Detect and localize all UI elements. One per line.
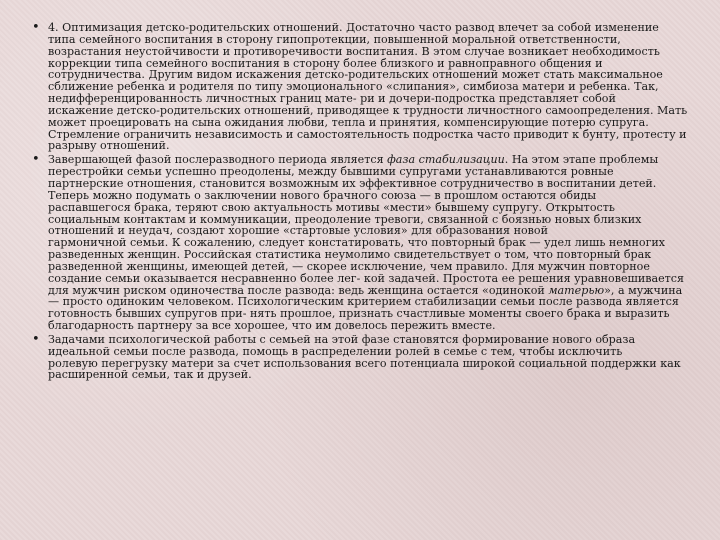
- text-line: коррекции типа семейного воспитания в сторону более близкого и равноправного общения и: [48, 56, 603, 70]
- bullet-item-1: [48, 21, 688, 153]
- text-line: ролевую перегрузку матери за счет использования всего потенциала широкой социальной поддержки как: [48, 356, 681, 370]
- text-line: разведенных женщин. Российская статистика неумолимо свидетельствует о том, что повторный брак: [48, 248, 652, 262]
- text-line: Стремление ограничить независимость и самостоятельность подростка часто приводит к бунту, протесту и: [48, 127, 687, 141]
- text-line: расширенной семьи, так и друзей.: [48, 368, 252, 382]
- bullet-item-2: [48, 154, 684, 332]
- text-line: распавшегося брака, теряют свою актуальность мотивы «мести» бывшему супругу. Открытость: [48, 200, 615, 214]
- bullet-list: [48, 21, 688, 382]
- text-line: для мужчин риском одиночества после развода: ведь женщина остается «одинокой матерью», а мужчина: [48, 283, 683, 297]
- text-line: недифференцированность личностных границ мате- ри и дочери-подростка представляет собой: [48, 92, 616, 106]
- bullet-item-3: [48, 334, 684, 381]
- text-line: • Завершающей фазой послеразводного периода является фаза стабилизации. На этом этапе проблемы: [48, 153, 659, 167]
- text-line: готовность бывших супругов при- нять прошлое, признать счастливые моменты своего брака и выразить: [48, 307, 670, 321]
- text-line: искажение детско-родительских отношений, приводящее к трудности личностного самоопределения. Мать: [48, 103, 688, 117]
- text-line: гармоничной семьи. К сожалению, следует констатировать, что повторный брак — удел лишь немногих: [48, 236, 666, 250]
- text-line: социальным контактам и коммуникации, преодоление тревоги, связанной с боязнью новых близких: [48, 212, 642, 226]
- text-line: — просто одиноким человеком. Психологическим критерием стабилизации семьи после развода является: [48, 295, 679, 309]
- text-line: отношений и неудач, создают хорошие «стартовые условия» для образования новой: [48, 224, 548, 238]
- emphasized-term: фаза стабилизации: [387, 153, 505, 167]
- text-line: перестройки семьи успешно преодолены, между бывшими супругами устанавливаются ровные: [48, 165, 614, 179]
- text-line: сотрудничества. Другим видом искажения детско-родительских отношений может стать максимальное: [48, 68, 663, 82]
- text-line: Теперь можно подумать о заключении нового брачного союза — в прошлом остаются обиды: [48, 188, 597, 202]
- text-line: разведенной женщины, имеющей детей, — скорее исключение, чем правило. Для мужчин повторное: [48, 259, 650, 273]
- text-line: возрастания неустойчивости и противоречивости воспитания. В этом случае возникает необходимость: [48, 44, 660, 58]
- text-line: благодарность партнеру за все хорошее, что им довелось пережить вместе.: [48, 319, 496, 333]
- text-line: партнерские отношения, становится возможным их эффективное сотрудничество в воспитании детей.: [48, 176, 657, 190]
- text-line: разрыву отношений.: [48, 139, 170, 153]
- text-line: • 4. Оптимизация детско-родительских отношений. Достаточно часто развод влечет за собой изменение: [48, 21, 659, 34]
- text-line: создание семьи оказывается несравненно более лег- кой задачей. Простота ее решения уравновешивается: [48, 271, 685, 285]
- text-line: может проецировать на сына ожидания любви, тепла и принятия, компенсирующие потерю супруга.: [48, 115, 649, 129]
- text-line: типа семейного воспитания в сторону гипопротекции, повышенной моральной ответственности,: [48, 32, 621, 46]
- emphasized-term: матерью: [548, 283, 605, 297]
- text-line: • Задачами психологической работы с семьей на этой фазе становятся формирование нового образа: [48, 332, 636, 346]
- text-line: сближение ребенка и родителя по типу эмоционального «слипания», симбиоза матери и ребенка. Так,: [48, 80, 659, 94]
- text-line: идеальной семьи после развода, помощь в распределении ролей в семье с тем, чтобы исключить: [48, 344, 623, 358]
